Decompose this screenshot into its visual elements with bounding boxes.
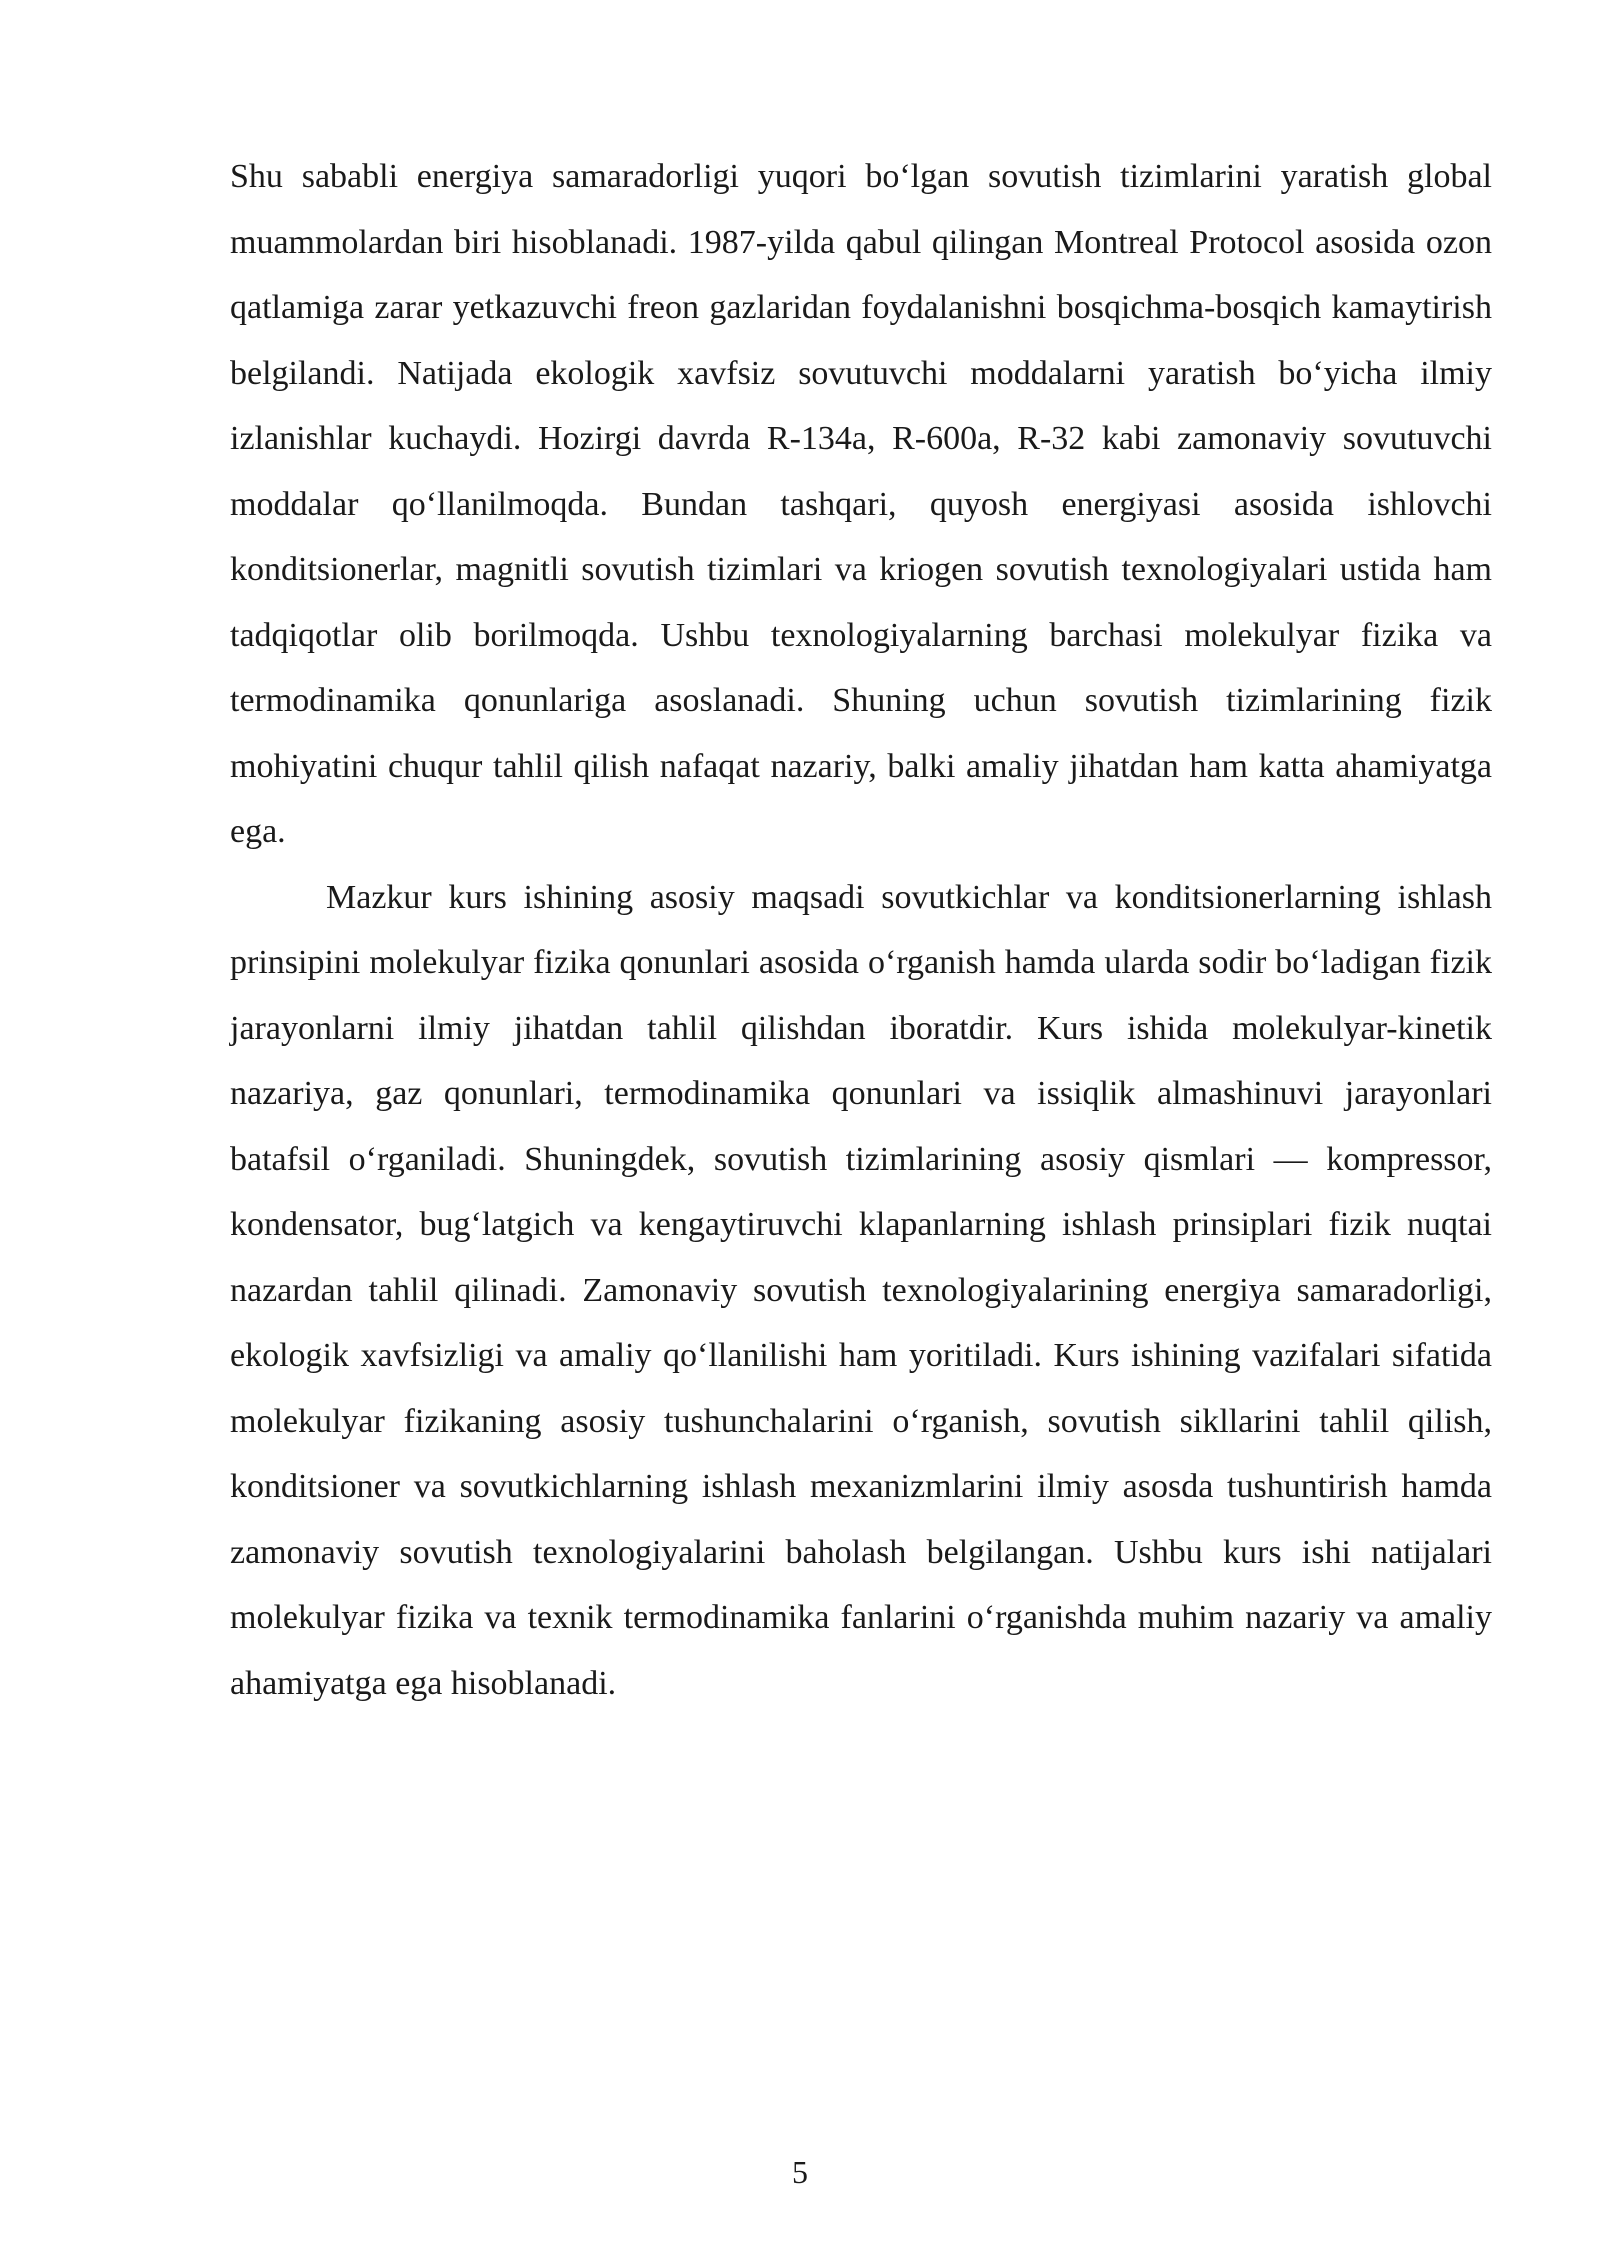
paragraph-continuation: Shu sababli energiya samaradorligi yuqori bo‘lgan sovutish tizimlarini yaratish global muammolardan biri hisoblanadi. 1987-yilda qabul qilingan Montreal Protocol asosida ozon qatlamiga zarar yetkazuvchi freon gazlaridan foydalanishni bosqichma-bosqich kamaytirish belgilandi. Natijada ekologik xavfsiz sovutuvchi moddalarni yaratish bo‘yicha ilmiy izlanishlar kuchaydi. Hozirgi davrda R-134a, R-600a, R-32 kabi zamonaviy sovutuvchi moddalar qo‘llanilmoqda. Bundan tashqari, quyosh energiyasi asosida ishlovchi konditsionerlar, magnitli sovutish tizimlari va kriogen sovutish texnologiyalari ustida ham tadqiqotlar olib borilmoqda. Ushbu texnologiyalarning barchasi molekulyar fizika va termodinamika qonunlariga asoslanadi. Shuning uchun sovutish tizimlarining fizik mohiyatini chuqur tahlil qilish nafaqat nazariy, balki amaliy jihatdan ham katta ahamiyatga ega. [230, 158, 1492, 850]
body-text [230, 144, 1492, 1716]
paragraph-course-goals: Mazkur kurs ishining asosiy maqsadi sovutkichlar va konditsionerlarning ishlash prinsipini molekulyar fizika qonunlari asosida o‘rganish hamda ularda sodir bo‘ladigan fizik jarayonlarni ilmiy jihatdan tahlil qilishdan iboratdir. Kurs ishida molekulyar-kinetik nazariya, gaz qonunlari, termodinamika qonunlari va issiqlik almashinuvi jarayonlari batafsil o‘rganiladi. Shuningdek, sovutish tizimlarining asosiy qismlari — kompressor, kondensator, bug‘latgich va kengaytiruvchi klapanlarning ishlash prinsiplari fizik nuqtai nazardan tahlil qilinadi. Zamonaviy sovutish texnologiyalarining energiya samaradorligi, ekologik xavfsizligi va amaliy qo‘llanilishi ham yoritiladi. Kurs ishining vazifalari sifatida molekulyar fizikaning asosiy tushunchalarini o‘rganish, sovutish sikllarini tahlil qilish, konditsioner va sovutkichlarning ishlash mexanizmlarini ilmiy asosda tushuntirish hamda zamonaviy sovutish texnologiyalarini baholash belgilangan. Ushbu kurs ishi natijalari molekulyar fizika va texnik termodinamika fanlarini o‘rganishda muhim nazariy va amaliy ahamiyatga ega hisoblanadi. [230, 878, 1492, 1702]
page-number: 5 [792, 2154, 808, 2190]
